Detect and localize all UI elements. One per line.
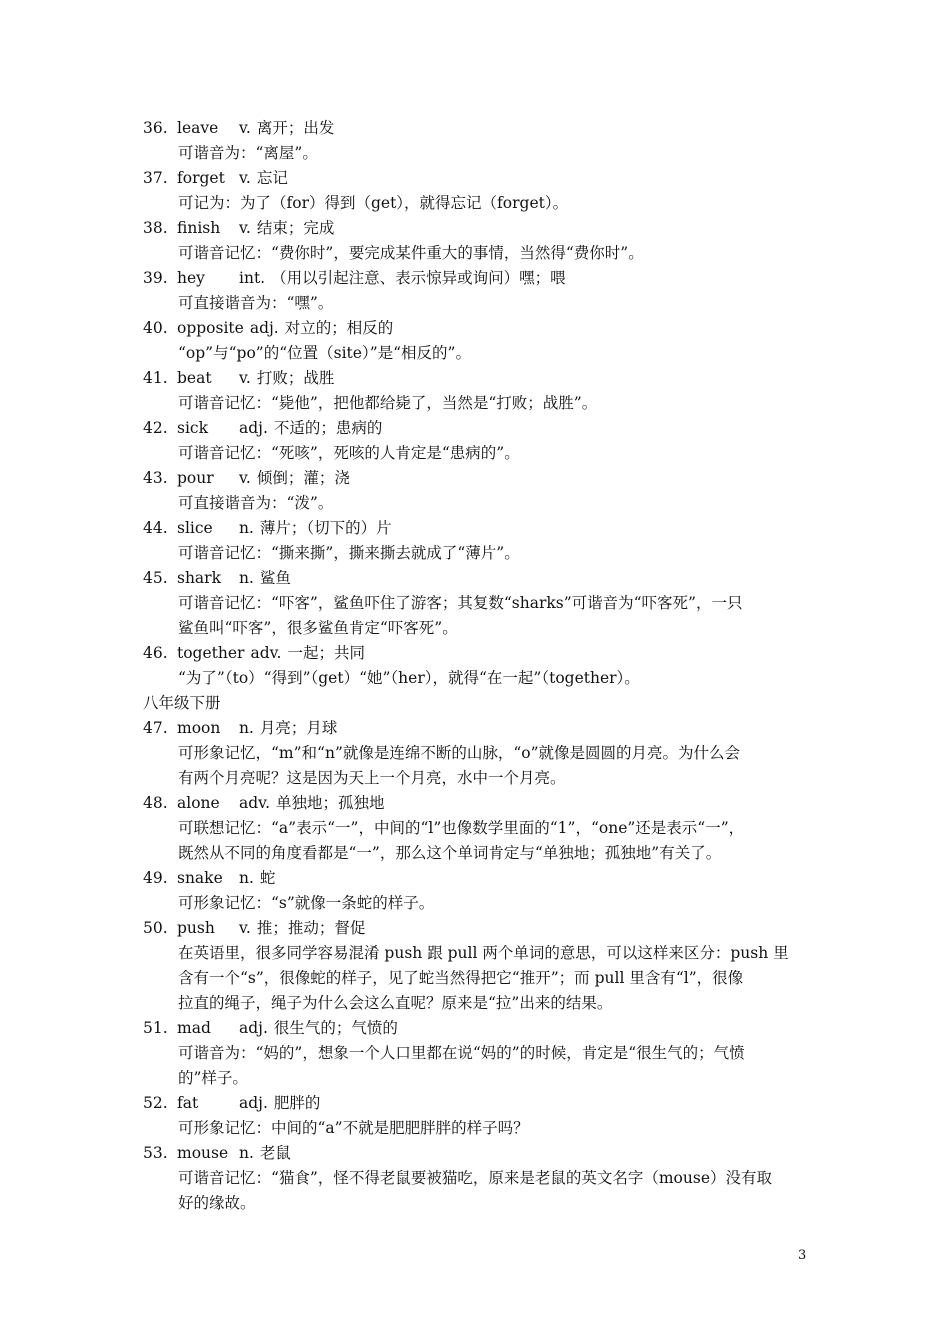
entry-meaning: 鲨鱼 bbox=[259, 569, 291, 587]
part-of-speech: v. bbox=[239, 469, 251, 487]
memory-note-line: 可谐音记忆：“吓客”，鲨鱼吓住了游客；其复数“sharks”可谐音为“吓客死”，一只 bbox=[178, 594, 743, 612]
entry-number: 50. bbox=[143, 919, 168, 937]
memory-note-line: 可记为：为了（for）得到（get），就得忘记（forget）。 bbox=[178, 194, 569, 212]
entry-word: pour bbox=[177, 469, 214, 487]
part-of-speech: adj. bbox=[239, 1019, 268, 1037]
entry-meaning: 不适的；患病的 bbox=[273, 419, 383, 437]
entry-meaning: 推；推动；督促 bbox=[256, 919, 366, 937]
entry-headline bbox=[143, 641, 811, 666]
memory-note-line: 可谐音记忆：“撕来撕”，撕来撕去就成了“薄片”。 bbox=[178, 544, 520, 562]
entry-word: mouse bbox=[177, 1144, 229, 1162]
entry-word: opposite bbox=[177, 319, 244, 337]
part-of-speech: n. bbox=[239, 719, 254, 737]
entry-meaning: 薄片；（切下的）片 bbox=[259, 519, 392, 537]
memory-note-line: 可谐音记忆：“死咳”，死咳的人肯定是“患病的”。 bbox=[178, 444, 520, 462]
memory-note bbox=[143, 241, 811, 266]
part-of-speech: adv. bbox=[239, 794, 271, 812]
entry-meaning: 结束；完成 bbox=[256, 219, 335, 237]
memory-note bbox=[143, 541, 811, 566]
entry-number: 42. bbox=[143, 419, 168, 437]
entry-headline bbox=[143, 416, 811, 441]
entry-headline bbox=[143, 1016, 811, 1041]
memory-note-line: 可联想记忆：“a”表示“一”，中间的“l”也像数学里面的“1”，“one”还是表示“一”， bbox=[178, 819, 745, 837]
vocab-entry bbox=[143, 366, 811, 416]
vocab-entry bbox=[143, 916, 811, 1016]
entry-word: alone bbox=[177, 794, 220, 812]
entry-headline bbox=[143, 216, 811, 241]
entry-headline bbox=[143, 316, 811, 341]
memory-note-line: 有两个月亮呢？这是因为天上一个月亮，水中一个月亮。 bbox=[178, 769, 566, 787]
entry-word: slice bbox=[177, 519, 213, 537]
entry-number: 45. bbox=[143, 569, 168, 587]
entry-number: 43. bbox=[143, 469, 168, 487]
part-of-speech: n. bbox=[239, 519, 254, 537]
part-of-speech: n. bbox=[239, 1144, 254, 1162]
entry-word: forget bbox=[177, 169, 225, 187]
memory-note bbox=[143, 341, 811, 366]
entry-meaning: 很生气的；气愤的 bbox=[273, 1019, 398, 1037]
memory-note bbox=[143, 666, 811, 691]
entry-headline bbox=[143, 916, 811, 941]
vocabulary-list-part1 bbox=[143, 116, 811, 691]
memory-note-line: 可直接谐音为：“泼”。 bbox=[178, 494, 334, 512]
entry-number: 40. bbox=[143, 319, 168, 337]
entry-number: 37. bbox=[143, 169, 168, 187]
entry-headline bbox=[143, 366, 811, 391]
vocabulary-list bbox=[143, 116, 811, 1216]
entry-meaning: 忘记 bbox=[256, 169, 288, 187]
part-of-speech: v. bbox=[239, 119, 251, 137]
entry-number: 41. bbox=[143, 369, 168, 387]
part-of-speech: int. bbox=[239, 269, 266, 287]
vocab-entry bbox=[143, 316, 811, 366]
memory-note-line: 可谐音记忆：“费你时”，要完成某件重大的事情，当然得“费你时”。 bbox=[178, 244, 644, 262]
entry-meaning: 月亮；月球 bbox=[259, 719, 338, 737]
entry-number: 52. bbox=[143, 1094, 168, 1112]
vocab-entry bbox=[143, 1141, 811, 1216]
vocab-entry bbox=[143, 216, 811, 266]
vocab-entry bbox=[143, 866, 811, 916]
entry-word: push bbox=[177, 919, 215, 937]
entry-headline bbox=[143, 1091, 811, 1116]
vocab-entry bbox=[143, 516, 811, 566]
memory-note bbox=[143, 191, 811, 216]
memory-note-line: 可形象记忆：中间的“a”不就是肥肥胖胖的样子吗？ bbox=[178, 1119, 529, 1137]
vocab-entry bbox=[143, 116, 811, 166]
entry-number: 39. bbox=[143, 269, 168, 287]
vocab-entry bbox=[143, 641, 811, 691]
entry-meaning: 一起；共同 bbox=[287, 644, 365, 662]
part-of-speech: adj. bbox=[239, 419, 268, 437]
memory-note-line: 含有一个“s”，很像蛇的样子，见了蛇当然得把它“推开”；而 pull 里含有“l”，很像 bbox=[178, 969, 744, 987]
entry-headline bbox=[143, 866, 811, 891]
entry-number: 36. bbox=[143, 119, 168, 137]
entry-meaning: 对立的；相反的 bbox=[284, 319, 394, 337]
entry-meaning: 肥胖的 bbox=[273, 1094, 321, 1112]
entry-word: beat bbox=[177, 369, 212, 387]
entry-headline bbox=[143, 1141, 811, 1166]
entry-meaning: 蛇 bbox=[259, 869, 276, 887]
part-of-speech: adj. bbox=[249, 319, 279, 337]
part-of-speech: v. bbox=[239, 919, 251, 937]
memory-note-line: 好的缘故。 bbox=[178, 1194, 256, 1212]
memory-note bbox=[143, 941, 811, 1016]
part-of-speech: v. bbox=[239, 169, 251, 187]
entry-number: 47. bbox=[143, 719, 168, 737]
vocab-entry bbox=[143, 1091, 811, 1141]
entry-word: finish bbox=[177, 219, 221, 237]
entry-number: 38. bbox=[143, 219, 168, 237]
vocab-entry bbox=[143, 266, 811, 316]
entry-headline bbox=[143, 466, 811, 491]
memory-note bbox=[143, 391, 811, 416]
memory-note-line: 可谐音为：“妈的”，想象一个人口里都在说“妈的”的时候，肯定是“很生气的；气愤 bbox=[178, 1044, 745, 1062]
entry-word: mad bbox=[177, 1019, 211, 1037]
memory-note bbox=[143, 891, 811, 916]
part-of-speech: n. bbox=[239, 869, 254, 887]
vocab-entry bbox=[143, 466, 811, 516]
entry-meaning: 打败；战胜 bbox=[256, 369, 335, 387]
vocab-entry bbox=[143, 416, 811, 466]
entry-word: shark bbox=[177, 569, 221, 587]
memory-note-line: 可谐音为：“离屋”。 bbox=[178, 144, 318, 162]
vocab-entry bbox=[143, 1016, 811, 1091]
entry-meaning: 单独地；孤独地 bbox=[276, 794, 385, 812]
part-of-speech: v. bbox=[239, 219, 251, 237]
entry-word: fat bbox=[177, 1094, 199, 1112]
entry-headline bbox=[143, 166, 811, 191]
part-of-speech: adj. bbox=[239, 1094, 268, 1112]
entry-headline bbox=[143, 716, 811, 741]
memory-note bbox=[143, 1166, 811, 1216]
memory-note-line: 可谐音记忆：“毙他”，把他都给毙了，当然是“打败；战胜”。 bbox=[178, 394, 598, 412]
entry-number: 51. bbox=[143, 1019, 168, 1037]
entry-headline bbox=[143, 516, 811, 541]
part-of-speech: n. bbox=[239, 569, 254, 587]
entry-word: leave bbox=[177, 119, 219, 137]
memory-note-line: 既然从不同的角度看都是“一”，那么这个单词肯定与“单独地；孤独地”有关了。 bbox=[178, 844, 722, 862]
memory-note bbox=[143, 816, 811, 866]
entry-word: together bbox=[177, 644, 245, 662]
memory-note-line: 可谐音记忆：“猫食”，怪不得老鼠要被猫吃，原来是老鼠的英文名字（mouse）没有取 bbox=[178, 1169, 772, 1187]
vocab-entry bbox=[143, 166, 811, 216]
entry-meaning: （用以引起注意、表示惊异或询问）嘿；喂 bbox=[271, 269, 566, 287]
memory-note bbox=[143, 591, 811, 641]
memory-note bbox=[143, 141, 811, 166]
entry-word: hey bbox=[177, 269, 205, 287]
entry-meaning: 老鼠 bbox=[259, 1144, 291, 1162]
vocab-entry bbox=[143, 791, 811, 866]
memory-note bbox=[143, 741, 811, 791]
memory-note-line: 在英语里，很多同学容易混淆 push 跟 pull 两个单词的意思，可以这样来区分：push 里 bbox=[178, 944, 789, 962]
vocab-entry bbox=[143, 566, 811, 641]
memory-note-line: 可形象记忆，“m”和“n”就像是连绵不断的山脉，“o”就像是圆圆的月亮。为什么会 bbox=[178, 744, 741, 762]
memory-note bbox=[143, 1116, 811, 1141]
memory-note-line: 鲨鱼叫“吓客”，很多鲨鱼肯定“吓客死”。 bbox=[178, 619, 458, 637]
memory-note-line: 可直接谐音为：“嘿”。 bbox=[178, 294, 334, 312]
entry-headline bbox=[143, 566, 811, 591]
memory-note bbox=[143, 491, 811, 516]
part-of-speech: adv. bbox=[250, 644, 282, 662]
entry-word: moon bbox=[177, 719, 221, 737]
entry-number: 48. bbox=[143, 794, 168, 812]
entry-headline bbox=[143, 266, 811, 291]
entry-meaning: 倾倒；灌；浇 bbox=[256, 469, 350, 487]
entry-number: 49. bbox=[143, 869, 168, 887]
memory-note bbox=[143, 291, 811, 316]
section-title: 八年级下册 bbox=[143, 694, 221, 712]
vocabulary-list-part2 bbox=[143, 716, 811, 1216]
memory-note-line: “op”与“po”的“位置（site）”是“相反的”。 bbox=[178, 344, 471, 362]
page-number: 3 bbox=[798, 1248, 807, 1263]
memory-note bbox=[143, 441, 811, 466]
entry-number: 53. bbox=[143, 1144, 168, 1162]
entry-meaning: 离开；出发 bbox=[256, 119, 335, 137]
memory-note-line: 拉直的绳子，绳子为什么会这么直呢？原来是“拉”出来的结果。 bbox=[178, 994, 613, 1012]
entry-word: sick bbox=[177, 419, 208, 437]
memory-note-line: 的”样子。 bbox=[178, 1069, 248, 1087]
memory-note-line: 可形象记忆：“s”就像一条蛇的样子。 bbox=[178, 894, 435, 912]
vocab-entry bbox=[143, 716, 811, 791]
entry-number: 46. bbox=[143, 644, 168, 662]
entry-word: snake bbox=[177, 869, 223, 887]
entry-number: 44. bbox=[143, 519, 168, 537]
entry-headline bbox=[143, 116, 811, 141]
entry-headline bbox=[143, 791, 811, 816]
memory-note-line: “为了”（to）“得到”（get）“她”（her），就得“在一起”（together）。 bbox=[178, 669, 640, 687]
part-of-speech: v. bbox=[239, 369, 251, 387]
memory-note bbox=[143, 1041, 811, 1091]
